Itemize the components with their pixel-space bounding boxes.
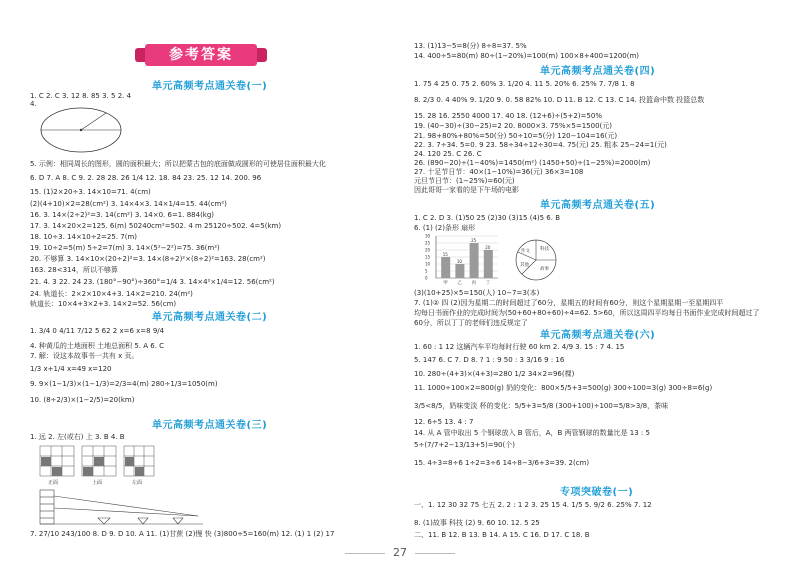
answer-line: 均每日书面作业的完成时间为(50+60+80+60)÷4=62. 5>60，所以这周四平均每日书面作业完成时间超过了: [414, 309, 760, 317]
bar-value-label: 20: [485, 245, 491, 250]
answer-line: 7. 解：设这本故事书一共有 x 页。: [30, 352, 139, 360]
answer-line: 8. 2/3 0. 4 40% 9. 1/20 9. 0. 58 82% 10. D 11. B 12. C 13. C 14. 投篮命中数 投篮总数: [414, 96, 705, 104]
answer-line: 13. (1)13−5=8(分) 8÷8=37. 5%: [414, 42, 527, 50]
pie-chart: [512, 236, 560, 284]
answer-line: 4. 种黄瓜的土地面积 土地总面积 5. A 6. C: [30, 342, 165, 350]
answer-line: 20. 不够算 3. 14×10×(20÷2)²=3. 14×(8÷2)²×(8÷2)²=163. 28(cm²): [30, 255, 266, 263]
answer-line: 元旦节日节：(1−25%)=60(元): [414, 177, 515, 185]
answer-line: 因此哥哥一家看的是下午场的电影: [414, 186, 519, 194]
grid-label-left: 左面: [132, 480, 143, 486]
y-tick-label: 0: [425, 275, 428, 281]
answer-line: 16. 3. 14×(2÷2)²=3. 14(cm²) 3. 14×0. 6=1. 884(kg): [30, 211, 215, 219]
answer-line: 24. 120 25. C 26. C: [414, 150, 482, 158]
answer-line: 27. 十足节日节：40×(1−10%)=36(元) 36×3=108: [414, 168, 584, 176]
answer-line: 24. 轨道长：2×2×10×4+3. 14×2=210. 24(m²): [30, 290, 193, 298]
section-heading-unit-4: 单元高频考点通关卷(四): [540, 66, 656, 77]
answer-line: 1. 远 2. 左(或右) 上 3. B 4. B: [30, 433, 125, 441]
section-heading-unit-2: 单元高频考点通关卷(二): [152, 312, 268, 323]
answer-line: 一、1. 12 30 32 75 七五 2. 2 : 1 2 3. 25 15 4. 1/5 5. 9/2 6. 25% 7. 12: [414, 501, 652, 509]
answer-line: 10. 280÷(4+3)×(4+3)=280 1/2 34×2=96(棵): [414, 370, 575, 378]
section-heading-unit-1: 单元高频考点通关卷(一): [152, 81, 268, 92]
answer-line: 10. (8÷2/3)×(1−2/5)=20(km): [30, 396, 135, 404]
answer-line: 21. 98+80%+80%=50(分) 50÷10=5(分) 120−104=16(元): [414, 132, 618, 140]
answer-line: 1. 60 : 1 12 这辆汽车平均每时行驶 60 km 2. 4/9 3. 15 : 7 4. 15: [414, 343, 625, 351]
bar-甲: [441, 257, 450, 278]
answer-line: 3/5<8/5，奶味变淡 杯的变化：5/5+3=5/8 (300+100)÷100=5/8>3/8，茶味: [414, 402, 669, 410]
section-heading-unit-5: 单元高频考点通关卷(五): [540, 200, 656, 211]
answer-line: 5. 147 6. C 7. D 8. ? 1 : 9 50 : 3 3/16 9 : 16: [414, 356, 565, 364]
answer-line: 1. 3/4 0 4/11 7/12 5 62 2 x=6 x=8 9/4: [30, 327, 165, 335]
answer-line: 19. 10÷2=5(m) 5÷2=7(m) 3. 14×(5²−2²)=75. 36(m²): [30, 244, 220, 252]
answer-line: 60分，所以丁丁的老师们违反规定了: [414, 319, 528, 327]
answer-line: 18. 10÷3. 14×10÷2=25. 7(m): [30, 233, 137, 241]
answer-line: 15. 28 16. 2550 4000 17. 40 18. (12+6)÷(5+2)=50%: [414, 112, 602, 120]
answer-line: 17. 3. 14×20×2=125. 6(m) 50240cm²=502. 4 m 25120÷502. 4=5(km): [30, 222, 282, 230]
answer-line: 1/3 x+1/4 x=49 x=120: [30, 365, 112, 373]
x-tick-label: 丙: [471, 281, 477, 286]
title-banner: [135, 40, 267, 70]
answer-line: 7. 27/10 243/100 8. D 9. D 10. A 11. (1)甘蔗 (2)慢 快 (3)800÷5=160(m) 12. (1) 1 (2) 17: [30, 530, 335, 538]
answer-line: 8. (1)故事 科技 (2) 9. 60 10. 12. 5 25: [414, 519, 540, 527]
page-number: 27: [393, 546, 407, 559]
bar-丁: [484, 250, 493, 278]
bar-丙: [470, 243, 479, 278]
answer-line: 163. 28<314，所以不够算: [30, 266, 118, 274]
answer-line: 6. D 7. A 8. C 9. 2. 28 28. 26 1/4 12. 18. 84 23. 25. 12 14. 200. 96: [30, 174, 262, 182]
bar-value-label: 10: [456, 259, 462, 264]
answer-line: 14. 从 A 管中取出 5 个钢球放入 B 管后，A，B 两管钢球的数量比是 13 : 5: [414, 429, 650, 437]
bar-value-label: 15: [442, 252, 448, 257]
pie-label-1: 故事: [540, 267, 549, 272]
answer-line: 1. 75 4 25 0. 75 2. 60% 3. 1/20 4. 11 5. 20% 6. 25% 7. 7/8 1. 8: [414, 80, 635, 88]
answer-line: 5÷(7/7+2−13/13+5)=90(个): [414, 441, 515, 449]
observation-figure: [38, 488, 208, 528]
y-tick-label: 5: [425, 268, 428, 274]
bar-乙: [455, 264, 464, 278]
y-tick-label: 20: [425, 247, 431, 253]
answer-line: 6. (1) (2)条形 扇形: [414, 224, 476, 232]
banner-title: 参考答案: [169, 47, 233, 63]
answer-line: 21. 4. 3 22. 24 23. (180°−90°)÷360°=1/4 3. 14×4²×1/4=12. 56(cm²): [30, 278, 275, 286]
answer-line: 26. (890−20)÷(1−40%)=1450(m²) (1450+50)÷(1−25%)=2000(m): [414, 159, 651, 167]
y-tick-label: 10: [425, 261, 431, 267]
grid-label-top: 上面: [92, 480, 103, 486]
answer-line: 19. (40−30)÷(30−25)=2 20. 8000×3. 75%×5=1500(元): [414, 122, 613, 130]
answer-line: 轨道长：10×4+3×2+3. 14×2=52. 56(cm): [30, 300, 177, 308]
answer-line: 11. 1000÷100×2=800(g) 奶的变化：800×5/5+3=500(g) 300÷100=3(g) 300÷8=6(g): [414, 384, 713, 392]
y-tick-label: 25: [425, 240, 431, 246]
pie-label-0: 科技: [540, 247, 549, 252]
answer-line: 5. 示例：相同周长的图形，圆的面积最大；所以把蒙古包的底面做成圆形的可使居住面积最大化: [30, 160, 326, 168]
y-tick-label: 30: [425, 233, 431, 239]
bar-chart: [424, 232, 504, 286]
x-tick-label: 丁: [485, 281, 491, 286]
y-tick-label: 15: [425, 254, 431, 260]
section-heading-unit-3: 单元高频考点通关卷(三): [152, 420, 268, 431]
x-tick-label: 甲: [443, 281, 448, 286]
page-footer: [0, 546, 800, 559]
bar-value-label: 25: [471, 238, 477, 243]
answer-line: 15. (1)2×20÷3. 14×10=71. 4(cm): [30, 188, 151, 196]
answer-line: 14. 400÷5=80(m) 80÷(1−20%)=100(m) 100×8+400=1200(m): [414, 52, 640, 60]
view-grids-figure: [38, 444, 158, 486]
answer-line: 二、11. B 12. B 13. B 14. A 15. C 16. D 17. C 18. B: [414, 531, 590, 539]
answer-line: 22. 3. 7÷34. 5=0. 9 23. 58÷34÷12÷30=4. 75(元) 25. 粗本 25−24=1(元): [414, 141, 667, 149]
circle-figure: [36, 105, 126, 155]
answer-line: (2)(4+10)×2=28(cm²) 3. 14×4×3. 14×1/4=15. 44(cm²): [30, 200, 227, 208]
section-heading-special-1: 专项突破卷(一): [560, 487, 634, 498]
answer-line: 1. C 2. D 3. (1)50 25 (2)30 (3)15 (4)5 6. B: [414, 214, 561, 222]
x-tick-label: 乙: [457, 281, 462, 286]
answer-line: 12. 6÷5 13. 4 : 7: [414, 418, 474, 426]
answer-line: (3)(10+25)×5=150(人) 10−7=3(本): [414, 289, 540, 297]
answer-line: 9. 9×(1−1/3)×(1−1/3)=2/3=4(m) 280÷1/3=1050(m): [30, 380, 218, 388]
pie-label-3: 作文: [521, 249, 530, 254]
answer-line: 4.: [30, 100, 37, 108]
answer-line: 7. (1)② 四 (2)因为星期二的时间超过了60分，星期五的时间有60分，则这个星期星期一至星期四平: [414, 299, 724, 307]
pie-label-2: 其他: [520, 263, 529, 268]
answer-line: 15. 4÷3=8÷6 1÷2=3÷6 14÷8−3/6+3=39. 2(cm): [414, 459, 590, 467]
answer-line: 1. C 2. C 3. 12 8. 85 3. 5 2. 4: [30, 92, 132, 100]
grid-label-front: 正面: [48, 480, 59, 486]
section-heading-unit-6: 单元高频考点通关卷(六): [540, 330, 656, 341]
